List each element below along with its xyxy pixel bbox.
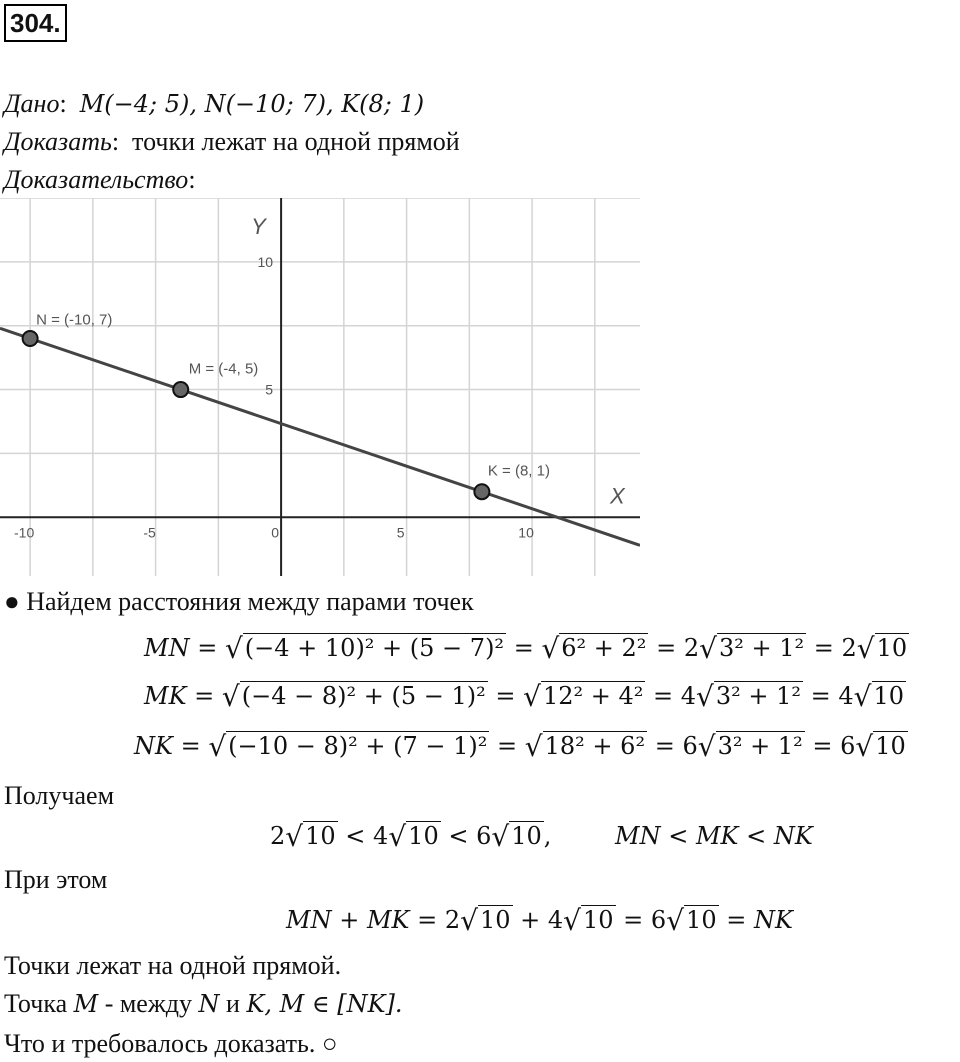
prove-text: точки лежат на одной прямой [132,127,460,156]
problem-number: 304. [4,4,67,42]
distance-row-nk: NK = √(−10 − 8)² + (7 − 1)² = √18² + 6² = 6√3² + 1² = 6√10 [134,730,906,763]
obtain-label: Получаем [4,781,115,810]
x-tick-label: 10 [518,524,534,541]
point-label-k: K = (8, 1) [487,462,550,480]
x-tick-label: -5 [143,524,156,541]
conclusion-line: Точки лежат на одной прямой. [4,951,342,980]
point-m [173,382,188,397]
proof-label: Доказательство [4,165,189,194]
grid [0,198,640,576]
proof-line: Доказательство: [4,165,196,194]
inequality-line: 2√10 < 4√10 < 6√10, MN < MK < NK [270,820,813,853]
sum-equation: MN + MK = 2√10 + 4√10 = 6√10 = NK [286,904,793,937]
point-label-m: M = (-4, 5) [188,360,259,378]
point-k [474,484,489,499]
y-axis-label: Y [251,214,266,239]
axes [0,198,640,576]
distance-row-mk: MK = √(−4 − 8)² + (5 − 1)² = √12² + 4² = 4√3² + 1² = 4√10 [144,680,905,713]
meanwhile-label: При этом [4,865,108,894]
given-points: M(−4; 5), N(−10; 7), K(8; 1) [79,90,425,118]
between-line: Точка M - между N и K, M ∈ [NK]. [4,989,403,1018]
point-n [23,331,38,346]
x-tick-label: 0 [271,524,279,541]
tick-labels [14,254,534,540]
y-tick-label: 5 [265,381,274,398]
inequality-relation: MN < MK < NK [615,822,813,850]
prove-label: Доказать [4,127,112,156]
x-tick-label: 5 [396,524,405,541]
y-tick-label: 10 [257,253,274,270]
given-line: Дано: M(−4; 5), N(−10; 7), K(8; 1) [4,89,425,118]
coordinate-graph [0,198,640,576]
points [23,311,550,499]
distance-row-mn: MN = √(−4 + 10)² + (5 − 7)² = √6² + 2² = 2√3² + 1² = 2√10 [144,632,908,665]
qed-line: Что и требовалось доказать. ○ [4,1029,338,1058]
x-tick-label: -10 [14,524,35,541]
given-label: Дано [4,89,60,118]
prove-line: Доказать: точки лежат на одной прямой [4,127,460,156]
x-axis-label: X [610,483,625,509]
step1-text: ● Найдем расстояния между парами точек [4,587,474,616]
point-label-n: N = (-10, 7) [36,311,113,329]
line-through-points [0,328,640,545]
